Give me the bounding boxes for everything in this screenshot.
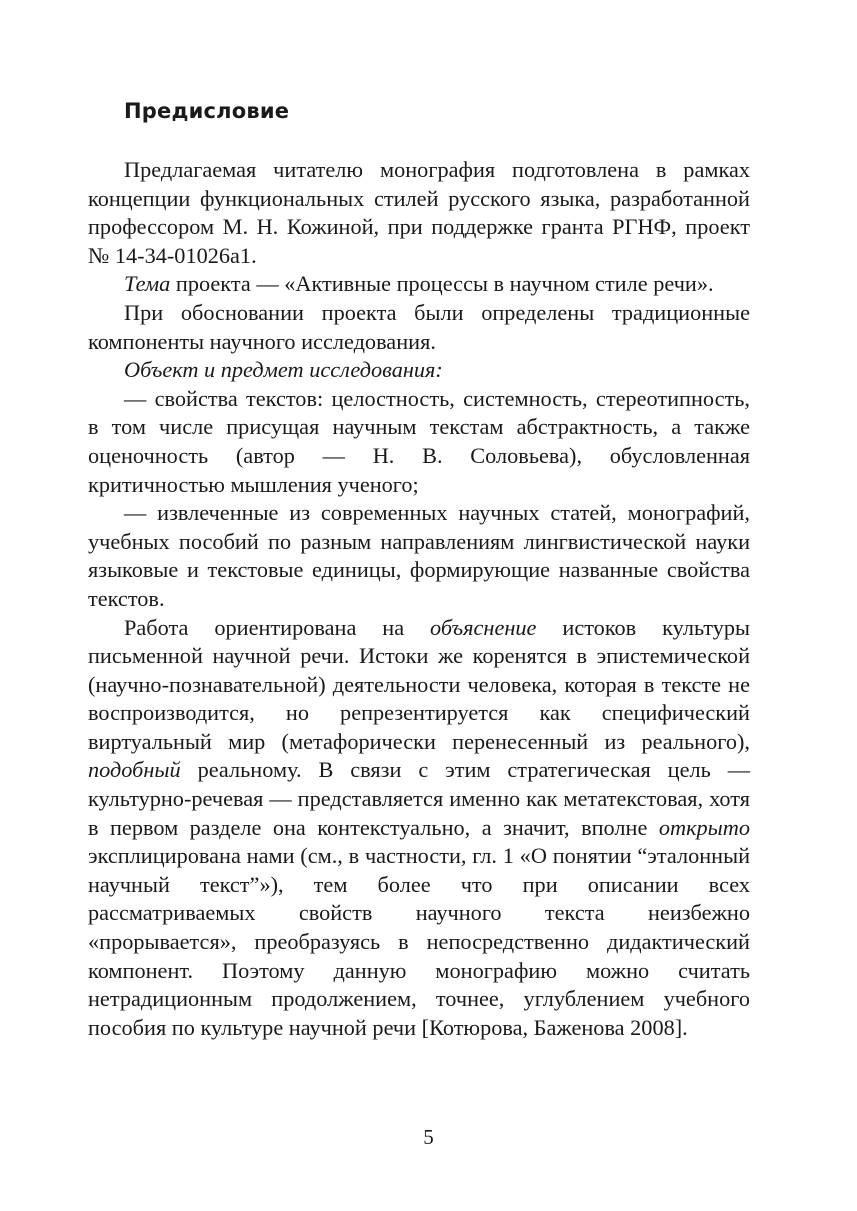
paragraph-orientation-text-3: реальному. В связи с этим стратегическая цель — культурно-речевая — представляется именно как метатекстовая, хотя в первом разделе она контекстуально, а значит, вполне	[88, 757, 750, 840]
emphasis-similar: подобный	[88, 757, 181, 783]
paragraph-intro: Предлагаемая читателю монография подготовлена в рамках концепции функциональных стилей русского языка, разработанной профессором М. Н. Кожиной, при поддержке гранта РГНФ, проект № 14-34-01026а1.	[88, 157, 750, 268]
list-item-language-units: — извлеченные из современных научных статей, монографий, учебных пособий по разным направлениям лингвистической науки языковые и текстовые единицы, формирующие названные свойства текстов.	[88, 500, 750, 611]
paragraph-orientation	[88, 614, 750, 1043]
paragraph-topic-text: проекта — «Активные процессы в научном стиле речи».	[170, 271, 714, 297]
emphasis-explanation: объяснение	[430, 614, 537, 640]
page-title: Предисловие	[124, 99, 290, 123]
emphasis-object-subject: Объект и предмет исследования:	[124, 357, 443, 383]
emphasis-topic: Тема	[124, 271, 171, 297]
page-number: 5	[423, 1125, 434, 1149]
paragraph-orientation-text-4: эксплицирована нами (см., в частности, гл. 1 «О понятии “эталонный научный текст”»), тем более что при описании всех рассматриваемых свойств научного текста неизбежно «прорывается», преобразуясь в непосредственно дидактический компонент. Поэтому данную монографию можно считать нетрадиционным продолжением, точнее, углублением учебного пособия по культуре научной речи [Котюрова, Баженова 2008].	[88, 843, 750, 1040]
paragraph-object-subject	[88, 356, 750, 385]
paragraph-orientation-text-2: истоков культуры письменной научной речи. Истоки же коренятся в эпистемической (научно-познавательной) деятельности человека, которая в тексте не воспроизводится, но репрезентируется как специфический виртуальный мир (метафорически перенесенный из реального),	[88, 614, 751, 754]
paragraph-orientation-text-1: Работа ориентирована на	[124, 614, 431, 640]
emphasis-openly: открыто	[658, 814, 750, 840]
body-text	[88, 156, 750, 1042]
paragraph-topic	[88, 270, 750, 299]
list-item-text-properties: — свойства текстов: целостность, системность, стереотипность, в том числе присущая научным текстам абстрактность, а также оценочность (автор — Н. В. Соловьева), обусловленная критичностью мышления ученого;	[88, 385, 750, 497]
paragraph-components: При обосновании проекта были определены традиционные компоненты научного исследования.	[88, 299, 750, 354]
